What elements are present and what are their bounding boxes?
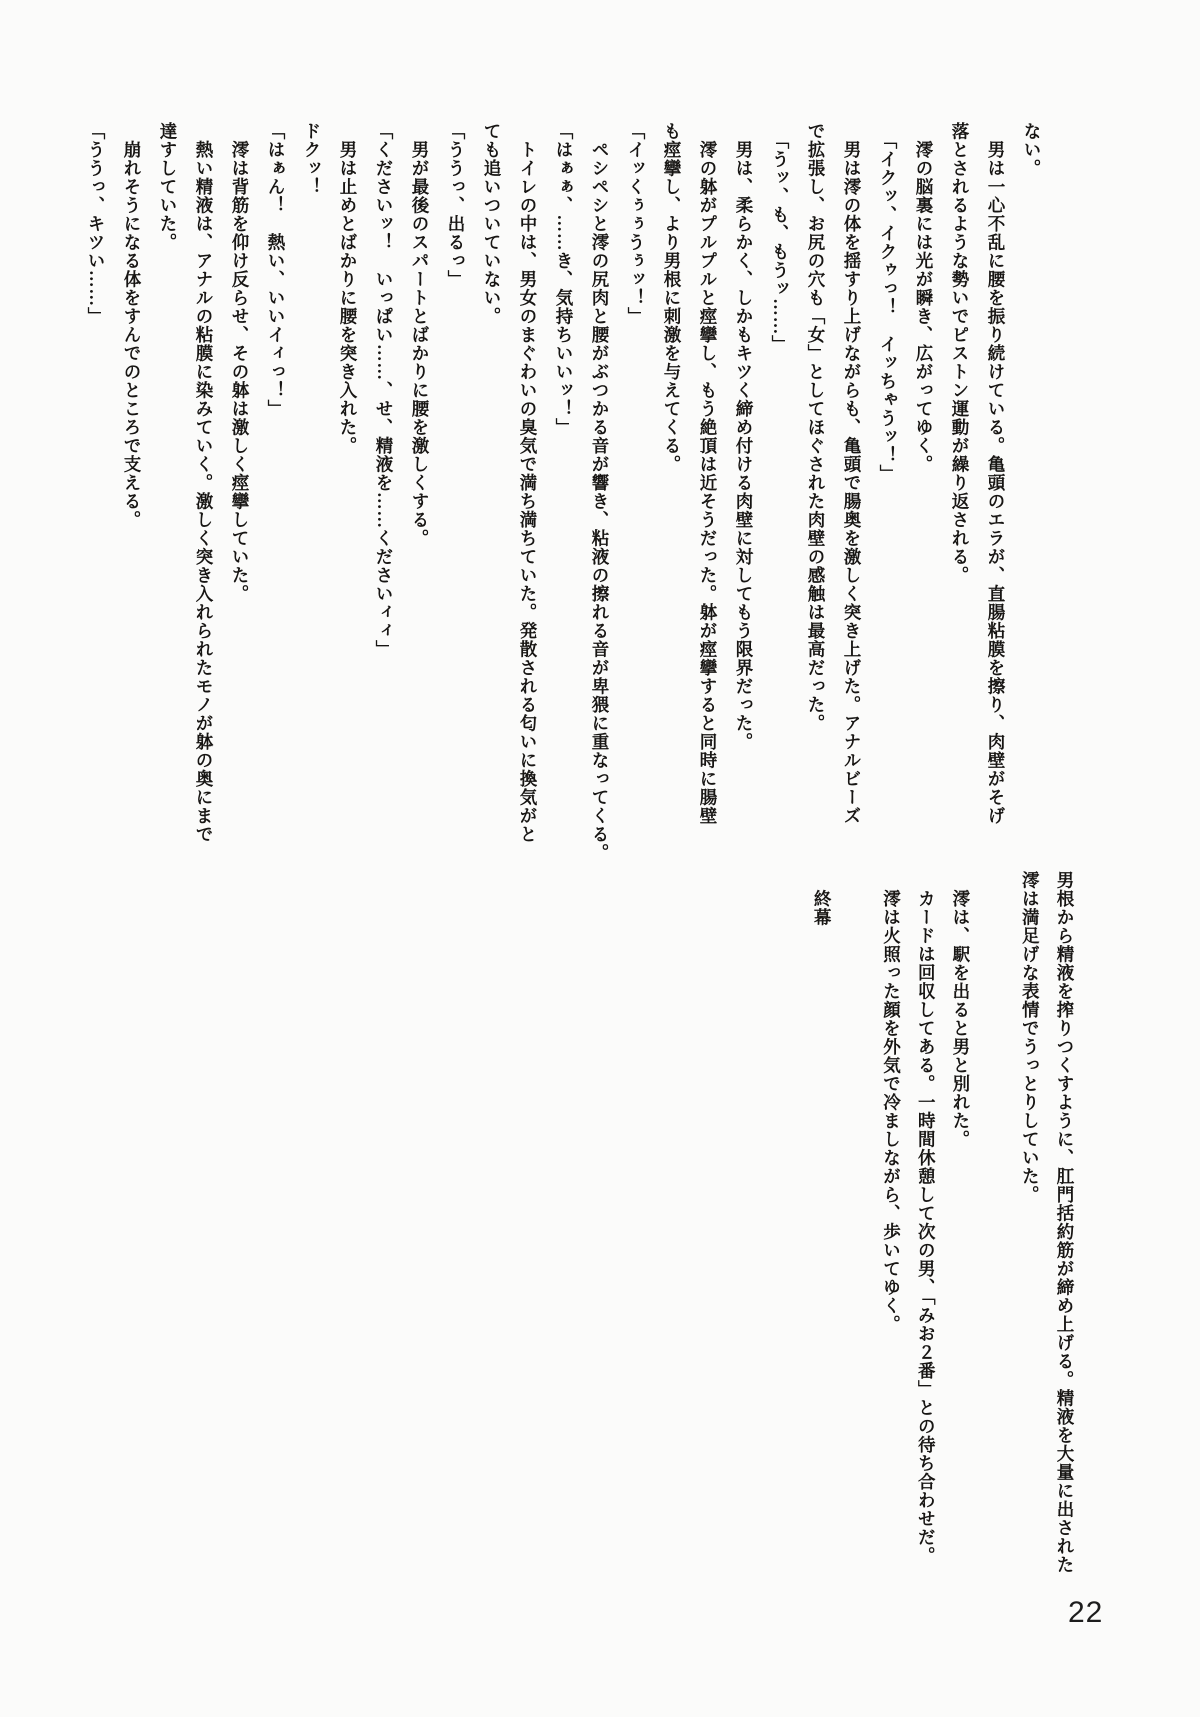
ending-label: 終幕 [812,871,833,927]
text-line: 男根から精液を搾りつくすように、肛門括約筋が締め上げる。精液を大量に出された [1055,871,1075,1574]
text-line: 澪は背筋を仰け反らせ、その躰は激しく痙攣していた。 [230,122,250,603]
dialogue-line: 「うッ、も、もうッ……」 [770,122,790,354]
text-line: も痙攣し、より男根に刺激を与えてくる。 [662,122,682,474]
text-line: 男は澪の体を揺すり上げながらも、亀頭で腸奥を激しく突き上げた。アナルビーズ [842,122,862,825]
text-line: ペシペシと澪の尻肉と腰がぶつかる音が響き、粘液の擦れる音が卑猥に重なってくる。 [590,122,610,862]
text-line: 男が最後のスパートとばかりに腰を激しくする。 [410,122,430,548]
text-line: 澪は満足げな表情でうっとりしていた。 [1020,871,1041,1204]
text-line: 男は一心不乱に腰を振り続けている。亀頭のエラが、直腸粘膜を擦り、肉壁がそげ [986,122,1006,825]
dialogue-line: 「イクッ、イクゥっ！ イッちゃうッ！」 [878,122,898,484]
dialogue-line: 「はぁん！ 熱い、いいイィっ！」 [266,122,286,418]
sound-effect-line: ドクッ！ [302,122,322,196]
text-line: 崩れそうになる体をすんでのところで支える。 [122,122,142,529]
text-line: 澪の脳裏には光が瞬き、広がってゆく。 [914,122,934,474]
dialogue-line: 「イッくぅぅうぅッ！」 [626,122,646,326]
story-text-upper-block [78,122,1050,867]
text-line: 澪は、駅を出ると男と別れた。 [950,871,971,1149]
text-line: ても追いついていない。 [482,122,502,326]
dialogue-line: 「ううっ、キツい……」 [86,122,106,326]
text-line: 男は、柔らかく、しかもキツく締め付ける肉壁に対してもう限界だった。 [734,122,754,751]
story-text-lower-block [804,871,1082,1583]
text-line: カードは回収してある。一時間休憩して次の男、「みお２番」との待ち合わせだ。 [916,871,937,1566]
text-line: 熱い精液は、アナルの粘膜に染みていく。激しく突き入れられたモノが躰の奥にまで [194,122,214,844]
blank-line [978,871,1013,1583]
text-line: 落とされるような勢いでピストン運動が繰り返される。 [950,122,970,585]
blank-line [839,871,874,1583]
text-line: で拡張し、お尻の穴も「女」としてほぐされた肉壁の感触は最高だった。 [806,122,826,733]
text-line: 達すしていた。 [158,122,178,252]
dialogue-line: 「ううっ、出るっ」 [446,122,466,289]
text-line: 澪は火照った顔を外気で冷ましながら、歩いてゆく。 [881,871,902,1334]
text-line: トイレの中は、男女のまぐわいの臭気で満ち満ちていた。発散される匂いに換気がと [518,122,538,844]
dialogue-line: 「はぁぁ、……き、気持ちいいッ！」 [554,122,574,437]
page-number: 22 [1068,1596,1104,1629]
dialogue-line: 「くださいッ！ いっぱい……、せ、精液を……くださいィィ」 [374,122,394,659]
text-line: 男は止めとばかりに腰を突き入れた。 [338,122,358,455]
text-line: 澪の躰がプルプルと痙攣し、もう絶頂は近そうだった。躰が痙攣すると同時に腸壁 [698,122,718,825]
text-line: ない。 [1022,122,1042,178]
